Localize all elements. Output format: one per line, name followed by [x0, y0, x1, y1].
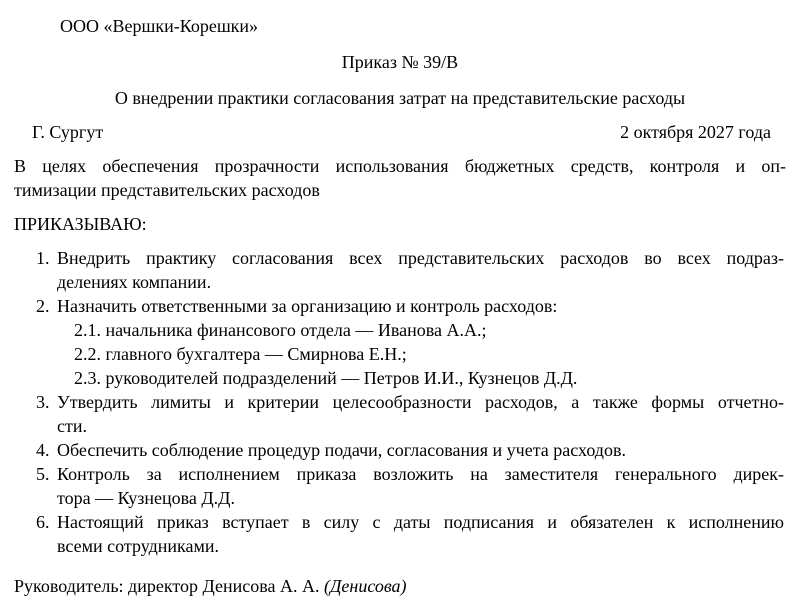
list-item	[0, 294, 784, 318]
item-line: всеми сотрудниками.	[57, 536, 219, 556]
item-number: 3.	[36, 392, 50, 412]
item-line: тора — Кузнецова Д.Д.	[57, 488, 235, 508]
item-line: делениях компании.	[57, 272, 212, 292]
organization-name: ООО «Вершки-Корешки»	[60, 16, 259, 36]
order-subject: О внедрении практики согласования затрат на представительские расходы	[114, 88, 686, 108]
list-item	[0, 390, 784, 438]
list-item	[0, 510, 784, 558]
signature-text: Руководитель: директор Денисова А. А.	[14, 576, 320, 596]
item-line: сти.	[57, 416, 87, 436]
item-line: Утвердить лимиты и критерии целесообразности расходов, а также формы отчетно-	[57, 392, 784, 412]
order-items-list	[0, 246, 800, 558]
item-line: Контроль за исполнением приказа возложить на заместителя генерального дирек-	[57, 464, 784, 484]
order-city: Г. Сургут	[32, 122, 104, 142]
item-line: Внедрить практику согласования всех представительских расходов во всех подраз-	[57, 248, 784, 268]
item-line: Настоящий приказ вступает в силу с даты подписания и обязателен к исполнению	[57, 512, 784, 532]
sub-item: 2.2. главного бухгалтера — Смирнова Е.Н.;	[74, 344, 407, 364]
list-item	[0, 462, 784, 510]
item-number: 4.	[36, 440, 50, 460]
item-line: Обеспечить соблюдение процедур подачи, согласования и учета расходов.	[57, 440, 626, 460]
sub-item: 2.3. руководителей подразделений — Петров И.И., Кузнецов Д.Д.	[74, 368, 578, 388]
item-number: 2.	[36, 296, 50, 316]
intro-paragraph	[14, 154, 786, 202]
list-item	[0, 438, 784, 462]
item-line: Назначить ответственными за организацию и контроль расходов:	[57, 296, 558, 316]
order-date: 2 октября 2027 года	[620, 122, 771, 142]
item-number: 6.	[36, 512, 50, 532]
intro-line: В целях обеспечения прозрачности использования бюджетных средств, контроля и оп-	[14, 156, 786, 176]
list-item	[0, 246, 784, 294]
order-keyword: ПРИКАЗЫВАЮ:	[14, 214, 147, 234]
intro-line: тимизации представительских расходов	[14, 180, 320, 200]
sub-item: 2.1. начальника финансового отдела — Иванова А.А.;	[74, 320, 487, 340]
item-number: 5.	[36, 464, 50, 484]
order-title: Приказ № 39/В	[341, 52, 459, 72]
signature-block	[14, 574, 407, 598]
item-number: 1.	[36, 248, 50, 268]
signature-handwritten: (Денисова)	[323, 576, 407, 596]
